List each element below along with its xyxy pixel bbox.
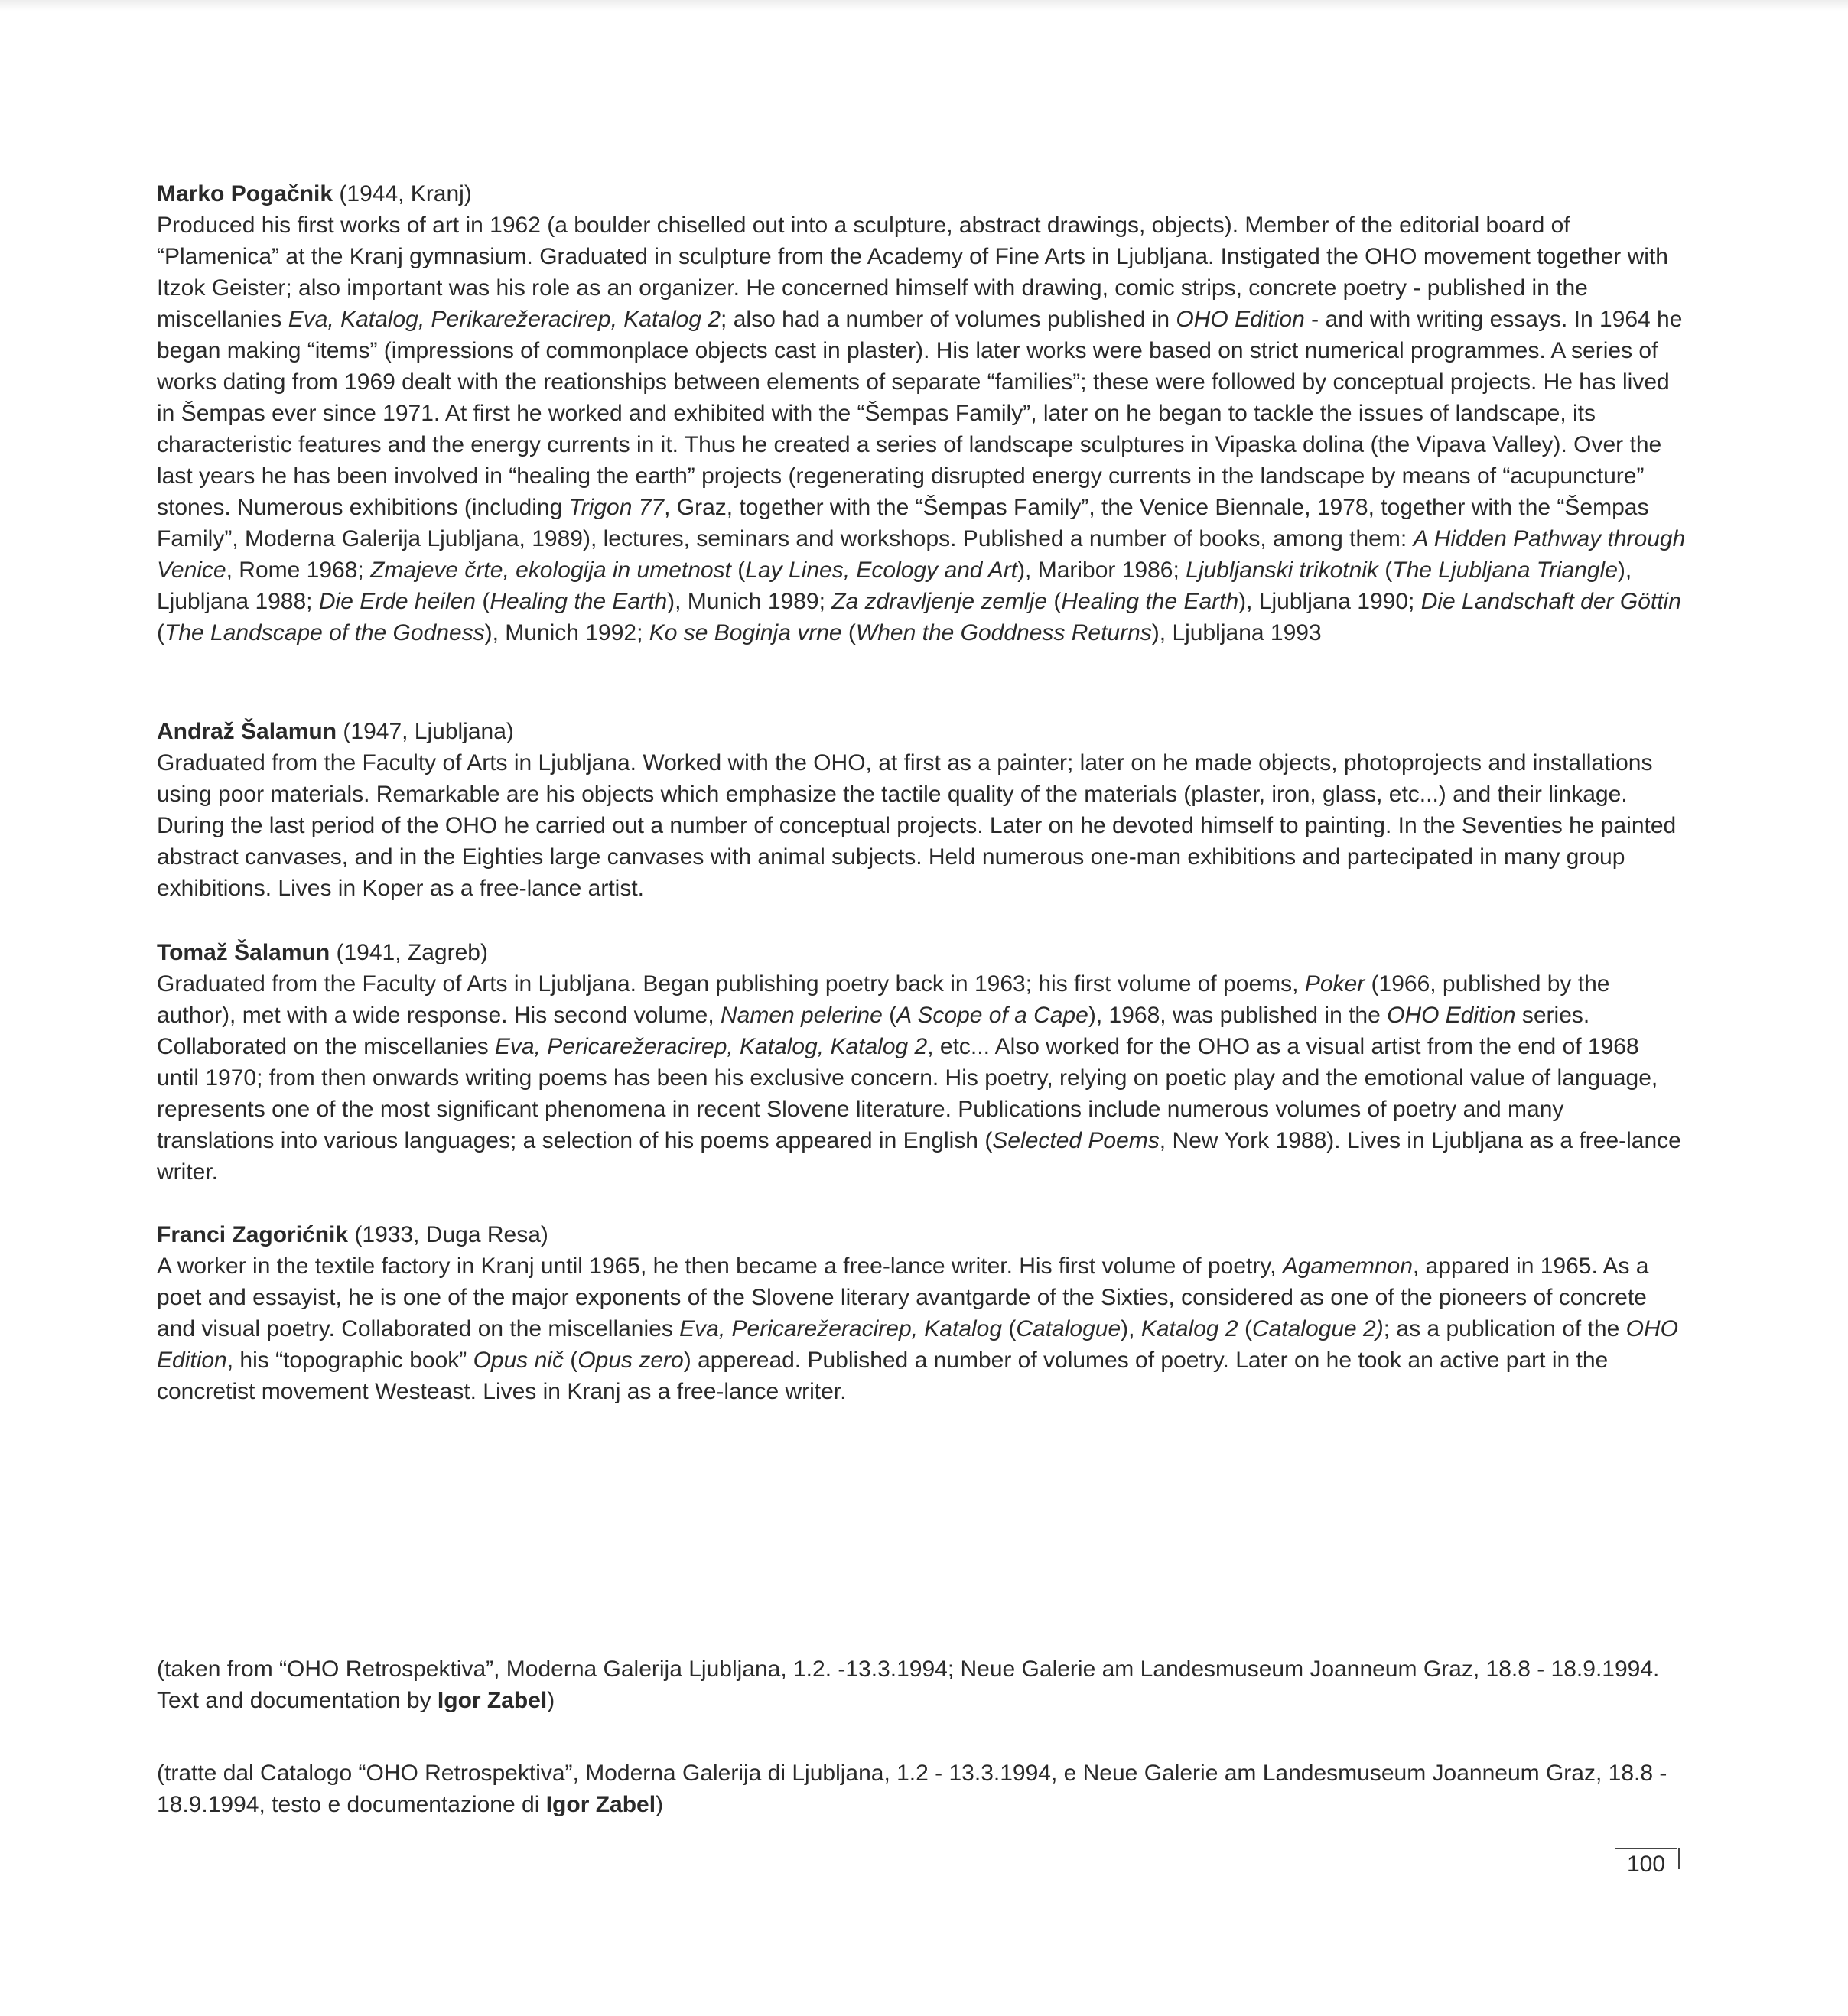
source-credit-italian xyxy=(157,1757,1687,1820)
bio-andraz-salamun xyxy=(157,716,1687,904)
bio-birth-info: (1944, Kranj) xyxy=(333,181,472,206)
text-run: ( xyxy=(730,558,746,583)
text-run: ( xyxy=(882,1003,897,1028)
italic-title: Ko se Boginja vrne xyxy=(649,620,842,645)
credit-author: Igor Zabel xyxy=(437,1688,548,1713)
text-run: ), Maribor 1986; xyxy=(1017,558,1186,583)
italic-title: Selected Poems xyxy=(992,1128,1160,1153)
bio-heading xyxy=(157,937,1687,968)
text-run: , his “topographic book” xyxy=(226,1348,473,1373)
italic-title: Opus nič xyxy=(473,1348,564,1373)
text-run: , appared in 1965. As a poet and essayist, he is one of the major exponents of the Slovene literary avantgarde of the Sixties, considered as one of the pioneers of concrete and visual poetry. Collaborated on the miscellanies xyxy=(157,1253,1649,1341)
bio-name: Andraž Šalamun xyxy=(157,719,337,744)
bio-birth-info: (1933, Duga Resa) xyxy=(348,1222,548,1247)
italic-title: When the Goddness Returns xyxy=(855,620,1152,645)
text-run: series. Collaborated on the miscellanies xyxy=(157,1003,1590,1059)
italic-title: Lay Lines, Ecology and Art xyxy=(745,558,1018,583)
page-number: 100 xyxy=(1615,1848,1677,1880)
italic-title: Ljubljanski trikotnik xyxy=(1186,558,1378,583)
italic-title: Eva, Katalog, Perikarežeracirep, Katalog 2 xyxy=(288,307,721,332)
bio-heading xyxy=(157,1219,1687,1250)
credit-close: ) xyxy=(547,1688,555,1713)
text-run: A worker in the textile factory in Kranj until 1965, he then became a free-lance writer. His first volume of poetry, xyxy=(157,1253,1283,1279)
italic-title: Catalogue xyxy=(1016,1316,1121,1341)
text-run: ), 1968, was published in the xyxy=(1088,1003,1388,1028)
text-run: ), Ljubljana 1993 xyxy=(1151,620,1322,645)
italic-title: The Ljubljana Triangle xyxy=(1392,558,1618,583)
bio-birth-info: (1941, Zagreb) xyxy=(330,940,488,965)
text-run: Graduated from the Faculty of Arts in Ljubljana. Began publishing poetry back in 1963; his first volume of poems, xyxy=(157,971,1305,997)
text-run: ( xyxy=(475,589,490,614)
text-run: ( xyxy=(157,620,164,645)
credit-close: ) xyxy=(656,1792,664,1817)
italic-title: Healing the Earth xyxy=(490,589,668,614)
italic-title: OHO Edition xyxy=(157,1316,1678,1373)
bio-text xyxy=(157,1250,1687,1407)
text-run: Graduated from the Faculty of Arts in Ljubljana. Worked with the OHO, at first as a painter; later on he made objects, photoprojects and installations using poor materials. Remarkable are his objects which emphasize the tactile quality of the materials (plaster, iron, glass, etc...) and their linkage. During the last period of the OHO he carried out a number of conceptual projects. Later on he devoted himself to painting. In the Seventies he painted abstract canvases, and in the Eighties large canvases with animal subjects. Held numerous one-man exhibitions and partecipated in many group exhibitions. Lives in Koper as a free-lance artist. xyxy=(157,750,1677,901)
text-run: , Graz, together with the “Šempas Family”, the Venice Biennale, 1978, together with the “Šempas Family”, Moderna Galerija Ljubljana, 1989), lectures, seminars and workshops. Published a number of books, among them: xyxy=(157,495,1649,551)
credit-text: (taken from “OHO Retrospektiva”, Moderna Galerija Ljubljana, 1.2. -13.3.1994; Neue Galerie am Landesmuseum Joanneum Graz, 18.8 - 18.9.1994. Text and documentation by xyxy=(157,1657,1660,1713)
italic-title: A Scope of a Cape xyxy=(896,1003,1088,1028)
credit-text: (tratte dal Catalogo “OHO Retrospektiva”, Moderna Galerija di Ljubljana, 1.2 - 13.3.1994, e Neue Galerie am Landesmuseum Joanneum Graz, 18.8 - 18.9.1994, testo e documentazione di xyxy=(157,1761,1667,1817)
italic-title: Eva, Pericarežeracirep, Katalog xyxy=(679,1316,1003,1341)
italic-title: Die Erde heilen xyxy=(318,589,476,614)
italic-title: A Hidden Pathway through Venice xyxy=(157,526,1686,583)
credit-author: Igor Zabel xyxy=(545,1792,656,1817)
text-run: , etc... Also worked for the OHO as a visual artist from the end of 1968 until 1970; from then onwards writing poems has been his exclusive concern. His poetry, relying on poetic play and the emotional value of language, represents one of the most significant phenomena in recent Slovene literature. Publications include numerous volumes of poetry and many translations into various languages; a selection of his poems appeared in English ( xyxy=(157,1034,1658,1153)
text-run: , New York 1988). Lives in Ljubljana as a free-lance writer. xyxy=(157,1128,1681,1185)
text-run: ), Ljubljana 1990; xyxy=(1238,589,1421,614)
italic-title: Trigon 77 xyxy=(568,495,665,520)
bio-name: Marko Pogačnik xyxy=(157,181,333,206)
italic-title: Healing the Earth xyxy=(1061,589,1239,614)
italic-title: Poker xyxy=(1304,971,1365,997)
bio-birth-info: (1947, Ljubljana) xyxy=(337,719,514,744)
text-run: ; also had a number of volumes published in xyxy=(721,307,1176,332)
italic-title: Za zdravljenje zemlje xyxy=(831,589,1048,614)
italic-title: Catalogue 2) xyxy=(1251,1316,1384,1341)
text-run: ( xyxy=(1002,1316,1017,1341)
source-credit-english xyxy=(157,1653,1687,1716)
italic-title: Agamemnon xyxy=(1282,1253,1413,1279)
italic-title: Namen pelerine xyxy=(721,1003,883,1028)
bio-heading xyxy=(157,716,1687,747)
text-run: ( xyxy=(1047,589,1062,614)
italic-title: Zmajeve črte, ekologija in umetnost xyxy=(370,558,731,583)
text-run: ) apperead. Published a number of volumes of poetry. Later on he took an active part in the concretist movement Westeast. Lives in Kranj as a free-lance writer. xyxy=(157,1348,1609,1404)
text-run: (1966, published by the author), met with a wide response. His second volume, xyxy=(157,971,1610,1028)
text-run: ; as a publication of the xyxy=(1383,1316,1626,1341)
bio-text xyxy=(157,747,1687,904)
text-run: ( xyxy=(1378,558,1393,583)
italic-title: The Landscape of the Godness xyxy=(164,620,485,645)
text-run: ( xyxy=(1238,1316,1252,1341)
text-run: ), Ljubljana 1988; xyxy=(157,558,1632,614)
bio-name: Tomaž Šalamun xyxy=(157,940,330,965)
text-run: ( xyxy=(841,620,856,645)
text-run: - and with writing essays. In 1964 he began making “items” (impressions of commonplace objects cast in plaster). His later works were based on strict numerical programmes. A series of works dating from 1969 dealt with the reationships between elements of separate “families”; these were followed by conceptual projects. He has lived in Šempas ever since 1971. At first he worked and exhibited with the “Šempas Family”, later on he began to tackle the issues of landscape, its characteristic features and the energy currents in it. Thus he created a series of landscape sculptures in Vipaska dolina (the Vipava Valley). Over the last years he has been involved in “healing the earth” projects (regenerating disrupted energy currents in the landscape by means of “acupuncture” stones. Numerous exhibitions (including xyxy=(157,307,1683,520)
bio-name: Franci Zagorićnik xyxy=(157,1222,349,1247)
bio-franci-zagoricnik xyxy=(157,1219,1687,1407)
text-run: Produced his first works of art in 1962 (a boulder chiselled out into a sculpture, abstract drawings, objects). Member of the editorial board of “Plamenica” at the Kranj gymnasium. Graduated in sculpture from the Academy of Fine Arts in Ljubljana. Instigated the OHO movement together with Itzok Geister; also important was his role as an organizer. He concerned himself with drawing, comic strips, concrete poetry - published in the miscellanies xyxy=(157,213,1668,332)
italic-title: OHO Edition xyxy=(1176,307,1305,332)
scan-edge xyxy=(0,0,1848,11)
italic-title: Katalog 2 xyxy=(1140,1316,1238,1341)
italic-title: OHO Edition xyxy=(1387,1003,1516,1028)
text-run: ), xyxy=(1121,1316,1141,1341)
text-run: ), Munich 1989; xyxy=(667,589,832,614)
bio-marko-pogacnik xyxy=(157,178,1687,649)
bio-text xyxy=(157,968,1687,1188)
italic-title: Die Landschaft der Göttin xyxy=(1420,589,1681,614)
italic-title: Eva, Pericarežeracirep, Katalog, Katalog 2 xyxy=(494,1034,928,1059)
text-run: , Rome 1968; xyxy=(226,558,371,583)
bio-heading xyxy=(157,178,1687,210)
italic-title: Opus zero xyxy=(578,1348,684,1373)
bio-tomaz-salamun xyxy=(157,937,1687,1188)
text-run: ), Munich 1992; xyxy=(484,620,649,645)
text-run: ( xyxy=(563,1348,578,1373)
bio-text xyxy=(157,210,1687,649)
